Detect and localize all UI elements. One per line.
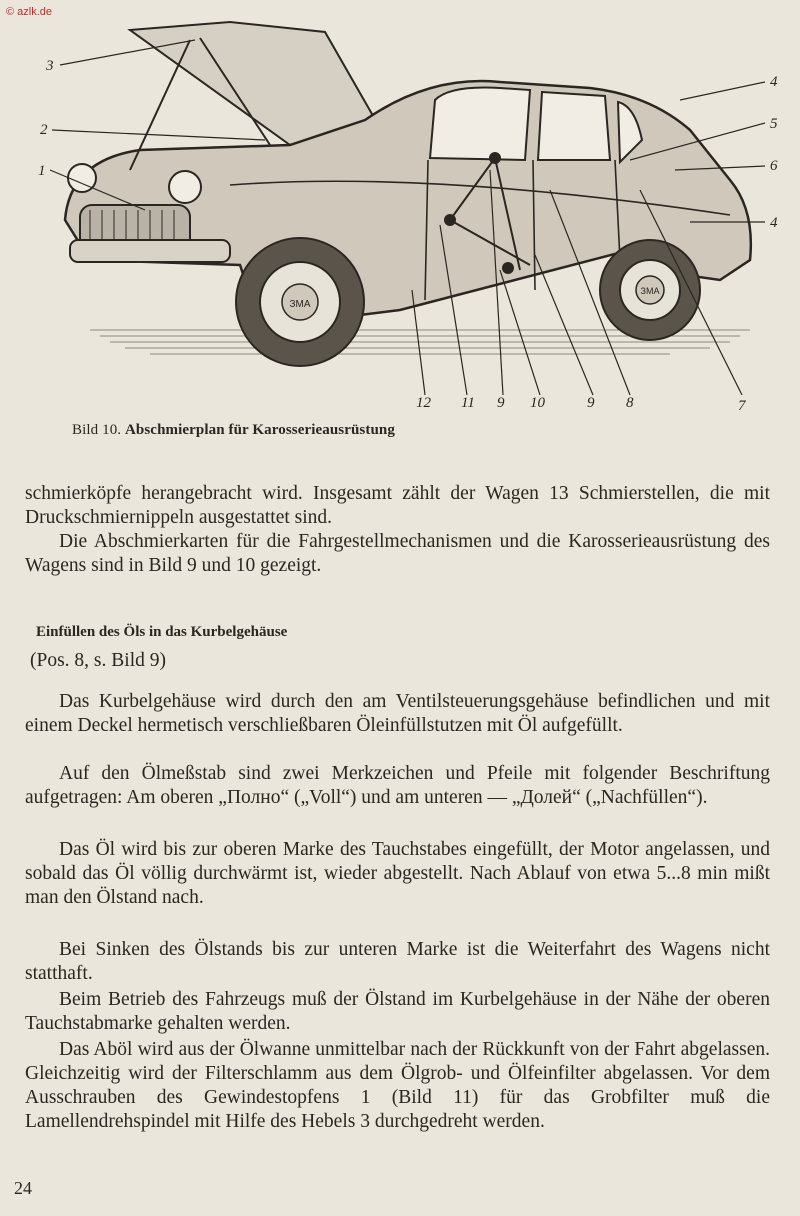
callout-5: 5 [770,116,778,132]
callout-9-left: 9 [497,395,505,411]
callout-6: 6 [770,158,778,174]
callout-9-right: 9 [587,395,595,411]
section-heading: Einfüllen des Öls in das Kurbelgehäuse [36,624,288,640]
paragraph-2: Auf den Ölmeßstab sind zwei Merkzeichen und Pfeile mit folgender Beschriftung aufgetragen: Am oberen „Полно“ („Voll“) und am unteren — „Долей“ („Nachfüllen“). [25,763,770,808]
page-number: 24 [14,1178,32,1198]
callout-1: 1 [38,163,46,179]
paragraph-intro: schmierköpfe herangebracht wird. Insgesamt zählt der Wagen 13 Schmierstellen, die mit Druckschmiernippeln ausgestattet sind. [25,483,770,528]
right-headlight [169,171,201,203]
figure-caption [72,422,395,439]
callout-8: 8 [626,395,634,411]
paragraph-4: Bei Sinken des Ölstands bis zur unteren Marke ist die Weiterfahrt des Wagens nicht statthaft. [25,939,770,984]
callout-12: 12 [416,395,431,411]
paragraph-1: Das Kurbelgehäuse wird durch den am Ventilsteuerungsgehäuse befindlichen und mit einem Deckel hermetisch verschließbaren Öleinfüllstutzen mit Öl aufgefüllt. [25,691,770,736]
caption-prefix: Bild 10. [72,422,122,438]
front-hub-label: ЗМА [289,299,311,310]
rear-hub-label: ЗМА [640,286,660,296]
callout-7: 7 [738,398,746,414]
callout-2: 2 [40,122,48,138]
rear-door-window [538,92,610,160]
paragraph-3: Das Öl wird bis zur oberen Marke des Tauchstabes eingefüllt, der Motor angelassen, und sobald das Öl völlig durchwärmt ist, wieder abgestellt. Nach Ablauf von etwa 5...8 min mißt man den Ölstand nach. [25,839,770,908]
front-bumper [70,240,230,262]
paragraph-cards: Die Abschmierkarten für die Fahrgestellmechanismen und die Karosserieausrüstung des Wagens sind in Bild 9 und 10 gezeigt. [25,531,770,576]
section-reference: (Pos. 8, s. Bild 9) [30,650,166,671]
callout-11: 11 [461,395,475,411]
caption-title: Abschmierplan für Karosserieausrüstung [125,422,395,438]
paragraph-5: Beim Betrieb des Fahrzeugs muß der Ölstand im Kurbelgehäuse in der Nähe der oberen Tauchstabmarke gehalten werden. [25,989,770,1034]
front-window [430,88,530,161]
paragraph-6: Das Aböl wird aus der Ölwanne unmittelbar nach der Rückkunft von der Fahrt abgelassen. Gleichzeitig wird der Filterschlamm aus dem Ölgrob- und Ölfeinfilter abgelassen. Vor dem Ausschrauben des Gewindestopfens 1 (Bild 11) für das Grobfilter muß die Lamellendrehspindel mit Hilfe des Hebels 3 durchgedreht werden. [25,1039,770,1132]
callout-10: 10 [530,395,545,411]
callout-4-top: 4 [770,74,778,90]
car-illustration [30,10,790,415]
watermark: © azlk.de [6,6,53,18]
callout-3: 3 [46,58,54,74]
car-lubrication-diagram [30,10,790,415]
callout-4-lower: 4 [770,215,778,231]
